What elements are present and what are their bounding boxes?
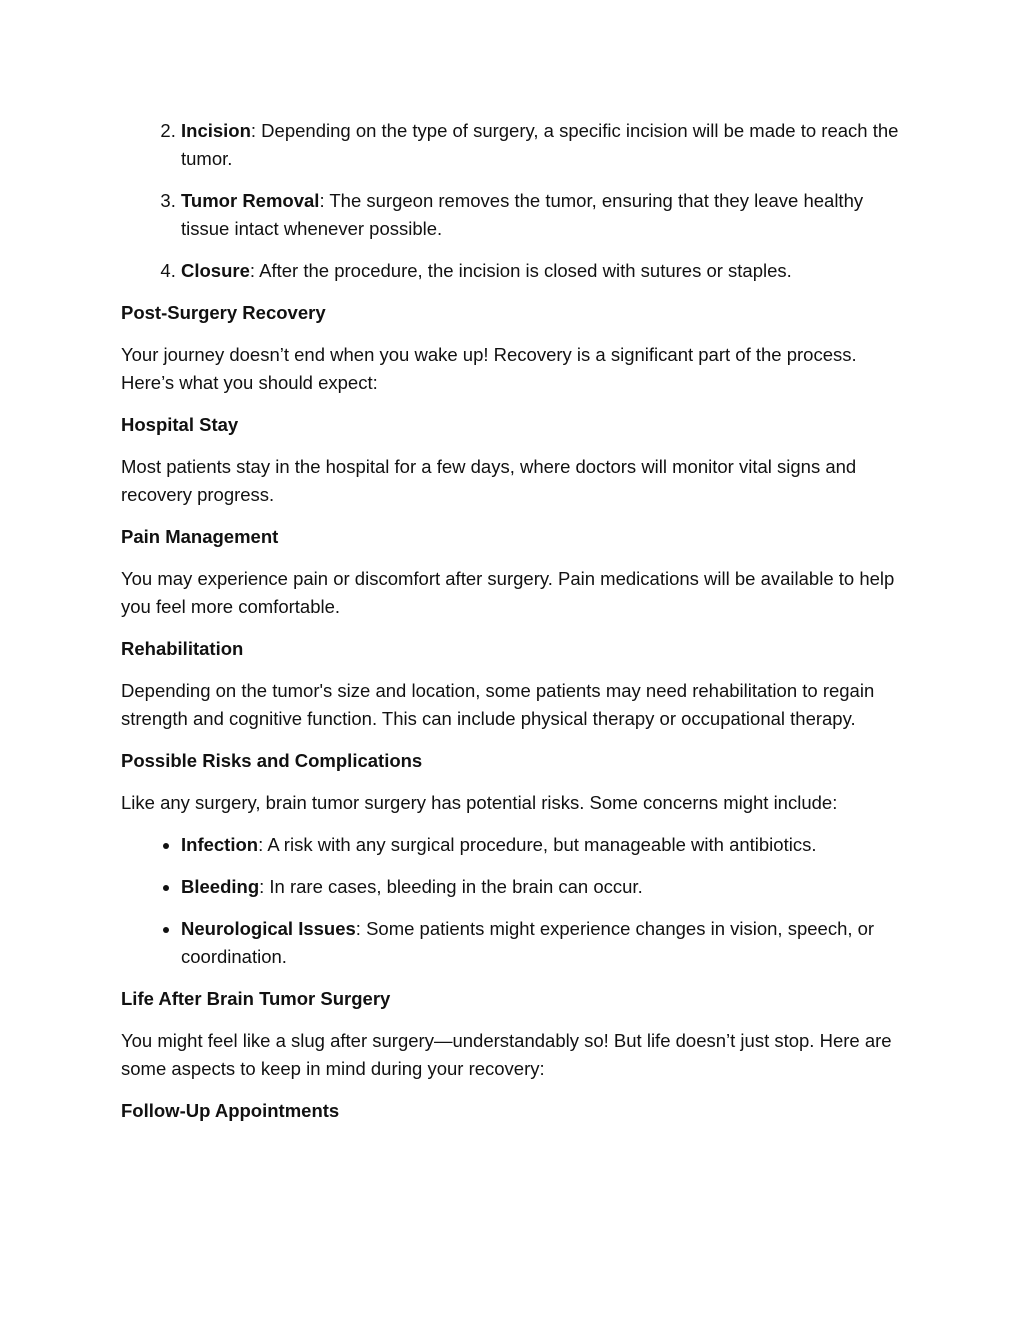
section-heading-hospital-stay: Hospital Stay [121, 414, 239, 435]
risk-text: : A risk with any surgical procedure, but manageable with antibiotics. [258, 834, 817, 855]
document-page [121, 117, 911, 1139]
list-item [181, 831, 911, 859]
step-term: Tumor Removal [181, 190, 320, 211]
risk-term: Infection [181, 834, 259, 855]
step-text: : Depending on the type of surgery, a specific incision will be made to reach the tumor. [181, 120, 899, 169]
pain-management-body: You may experience pain or discomfort after surgery. Pain medications will be available to help you feel more comfortable. [121, 568, 895, 617]
list-item [181, 117, 911, 173]
section-heading-pain-management: Pain Management [121, 526, 279, 547]
section-heading-rehabilitation: Rehabilitation [121, 638, 244, 659]
step-text: : The surgeon removes the tumor, ensuring that they leave healthy tissue intact whenever possible. [181, 190, 864, 239]
risks-list [121, 831, 911, 971]
life-after-body: You might feel like a slug after surgery—understandably so! But life doesn’t just stop. Here are some aspects to keep in mind during your recovery: [121, 1030, 892, 1079]
section-heading-risks: Possible Risks and Complications [121, 750, 423, 771]
surgery-steps-list [121, 117, 911, 285]
risk-text: : Some patients might experience changes in vision, speech, or coordination. [181, 918, 875, 967]
risk-text: : In rare cases, bleeding in the brain can occur. [259, 876, 643, 897]
list-item [181, 915, 911, 971]
risk-term: Neurological Issues [181, 918, 356, 939]
list-item [181, 187, 911, 243]
step-term: Closure [181, 260, 250, 281]
hospital-stay-body: Most patients stay in the hospital for a few days, where doctors will monitor vital signs and recovery progress. [121, 456, 857, 505]
risk-term: Bleeding [181, 876, 260, 897]
section-heading-follow-up: Follow-Up Appointments [121, 1100, 340, 1121]
list-item [181, 257, 911, 285]
section-heading-life-after: Life After Brain Tumor Surgery [121, 988, 391, 1009]
recovery-intro: Your journey doesn’t end when you wake up! Recovery is a significant part of the process. Here’s what you should expect: [121, 344, 857, 393]
list-item [181, 873, 911, 901]
section-heading-recovery: Post-Surgery Recovery [121, 302, 326, 323]
step-text: : After the procedure, the incision is closed with sutures or staples. [249, 260, 792, 281]
step-term: Incision [181, 120, 251, 141]
rehabilitation-body: Depending on the tumor's size and location, some patients may need rehabilitation to regain strength and cognitive function. This can include physical therapy or occupational therapy. [121, 680, 875, 729]
risks-intro: Like any surgery, brain tumor surgery has potential risks. Some concerns might include: [121, 792, 838, 813]
